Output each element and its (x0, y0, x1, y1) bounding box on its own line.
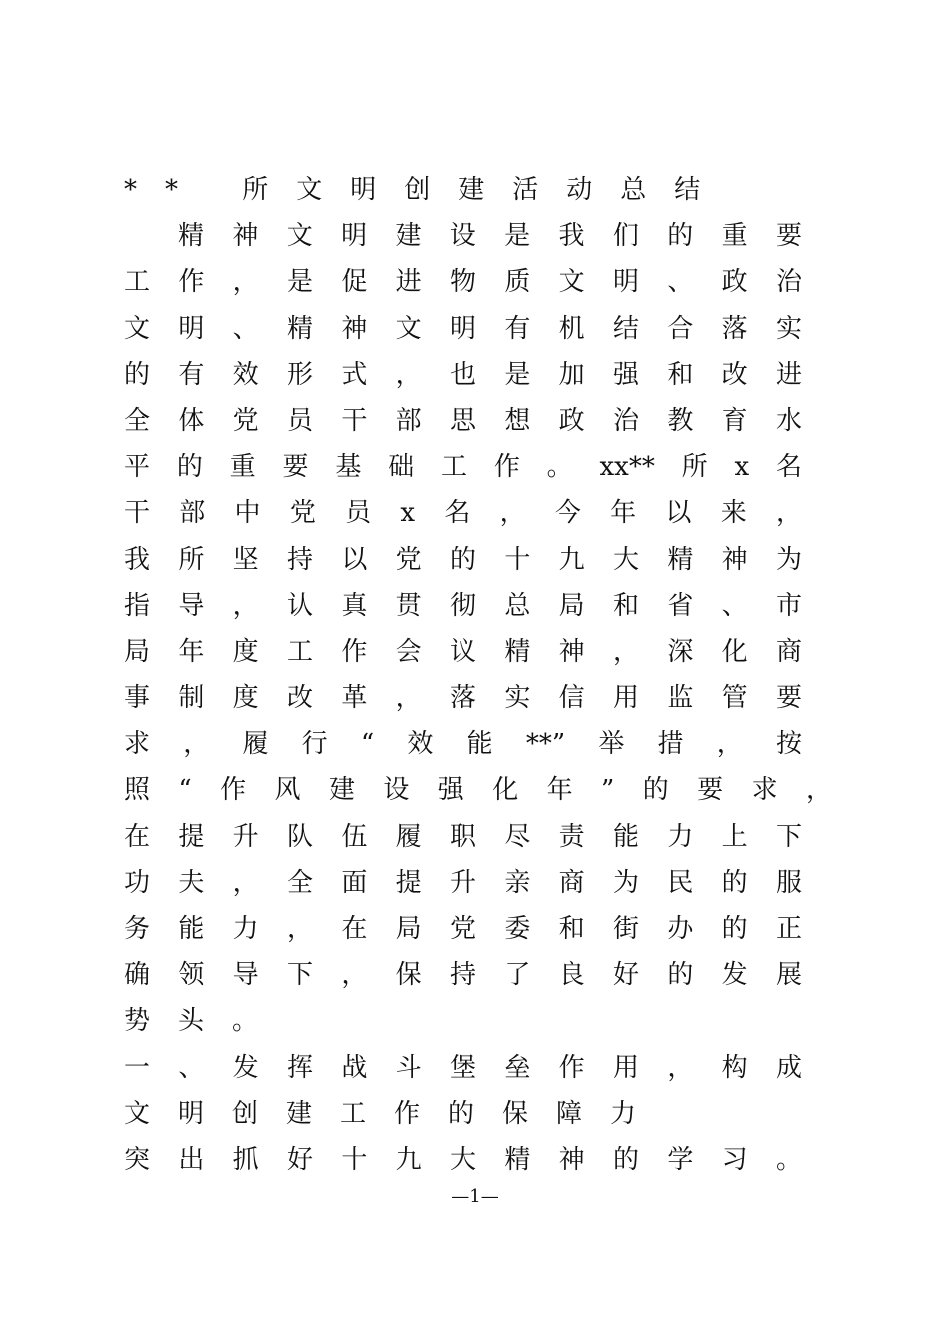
paragraph-line: 干部中党员x名，今年以来， (124, 498, 802, 529)
paragraph-line: 确领导下，保持了良好的发展 (124, 960, 802, 991)
paragraph-line: 务能力，在局党委和街办的正 (124, 914, 802, 944)
paragraph-line: 功夫，全面提升亲商为民的服 (124, 867, 802, 898)
paragraph-line: 突出抓好十九大精神的学习。 (124, 1144, 802, 1175)
paragraph-line: 局年度工作会议精神，深化商 (124, 636, 802, 667)
paragraph-line: 我所坚持以党的十九大精神为 (124, 544, 802, 575)
paragraph-line: 指导，认真贯彻总局和省、市 (124, 590, 802, 621)
page-number: —1— (451, 1186, 499, 1207)
paragraph-line: 势头。 (124, 1006, 287, 1037)
section-heading: 一、发挥战斗堡垒作用，构成 (124, 1052, 802, 1083)
section-heading: 文明创建工作的保障力 (124, 1098, 665, 1129)
document-body (124, 167, 832, 1183)
paragraph-line: 的有效形式，也是加强和改进 (124, 359, 802, 390)
paragraph-line: 精神文明建设是我们的重要 (178, 221, 802, 252)
paragraph-line: 求，履行“效能**”举措，按 (124, 729, 802, 760)
paragraph-line: 事制度改革，落实信用监管要 (124, 683, 802, 714)
paragraph-line: 全体党员干部思想政治教育水 (124, 405, 802, 436)
paragraph-line: 平的重要基础工作。xx**所x名 (124, 452, 802, 483)
document-title: ** 所文明创建活动总结 (124, 175, 729, 205)
paragraph-line: 文明、精神文明有机结合落实 (124, 313, 802, 344)
paragraph-line: 照“作风建设强化年”的要求， (124, 775, 832, 806)
paragraph-line: 在提升队伍履职尽责能力上下 (124, 821, 802, 852)
paragraph-line: 工作，是促进物质文明、政治 (124, 267, 802, 298)
